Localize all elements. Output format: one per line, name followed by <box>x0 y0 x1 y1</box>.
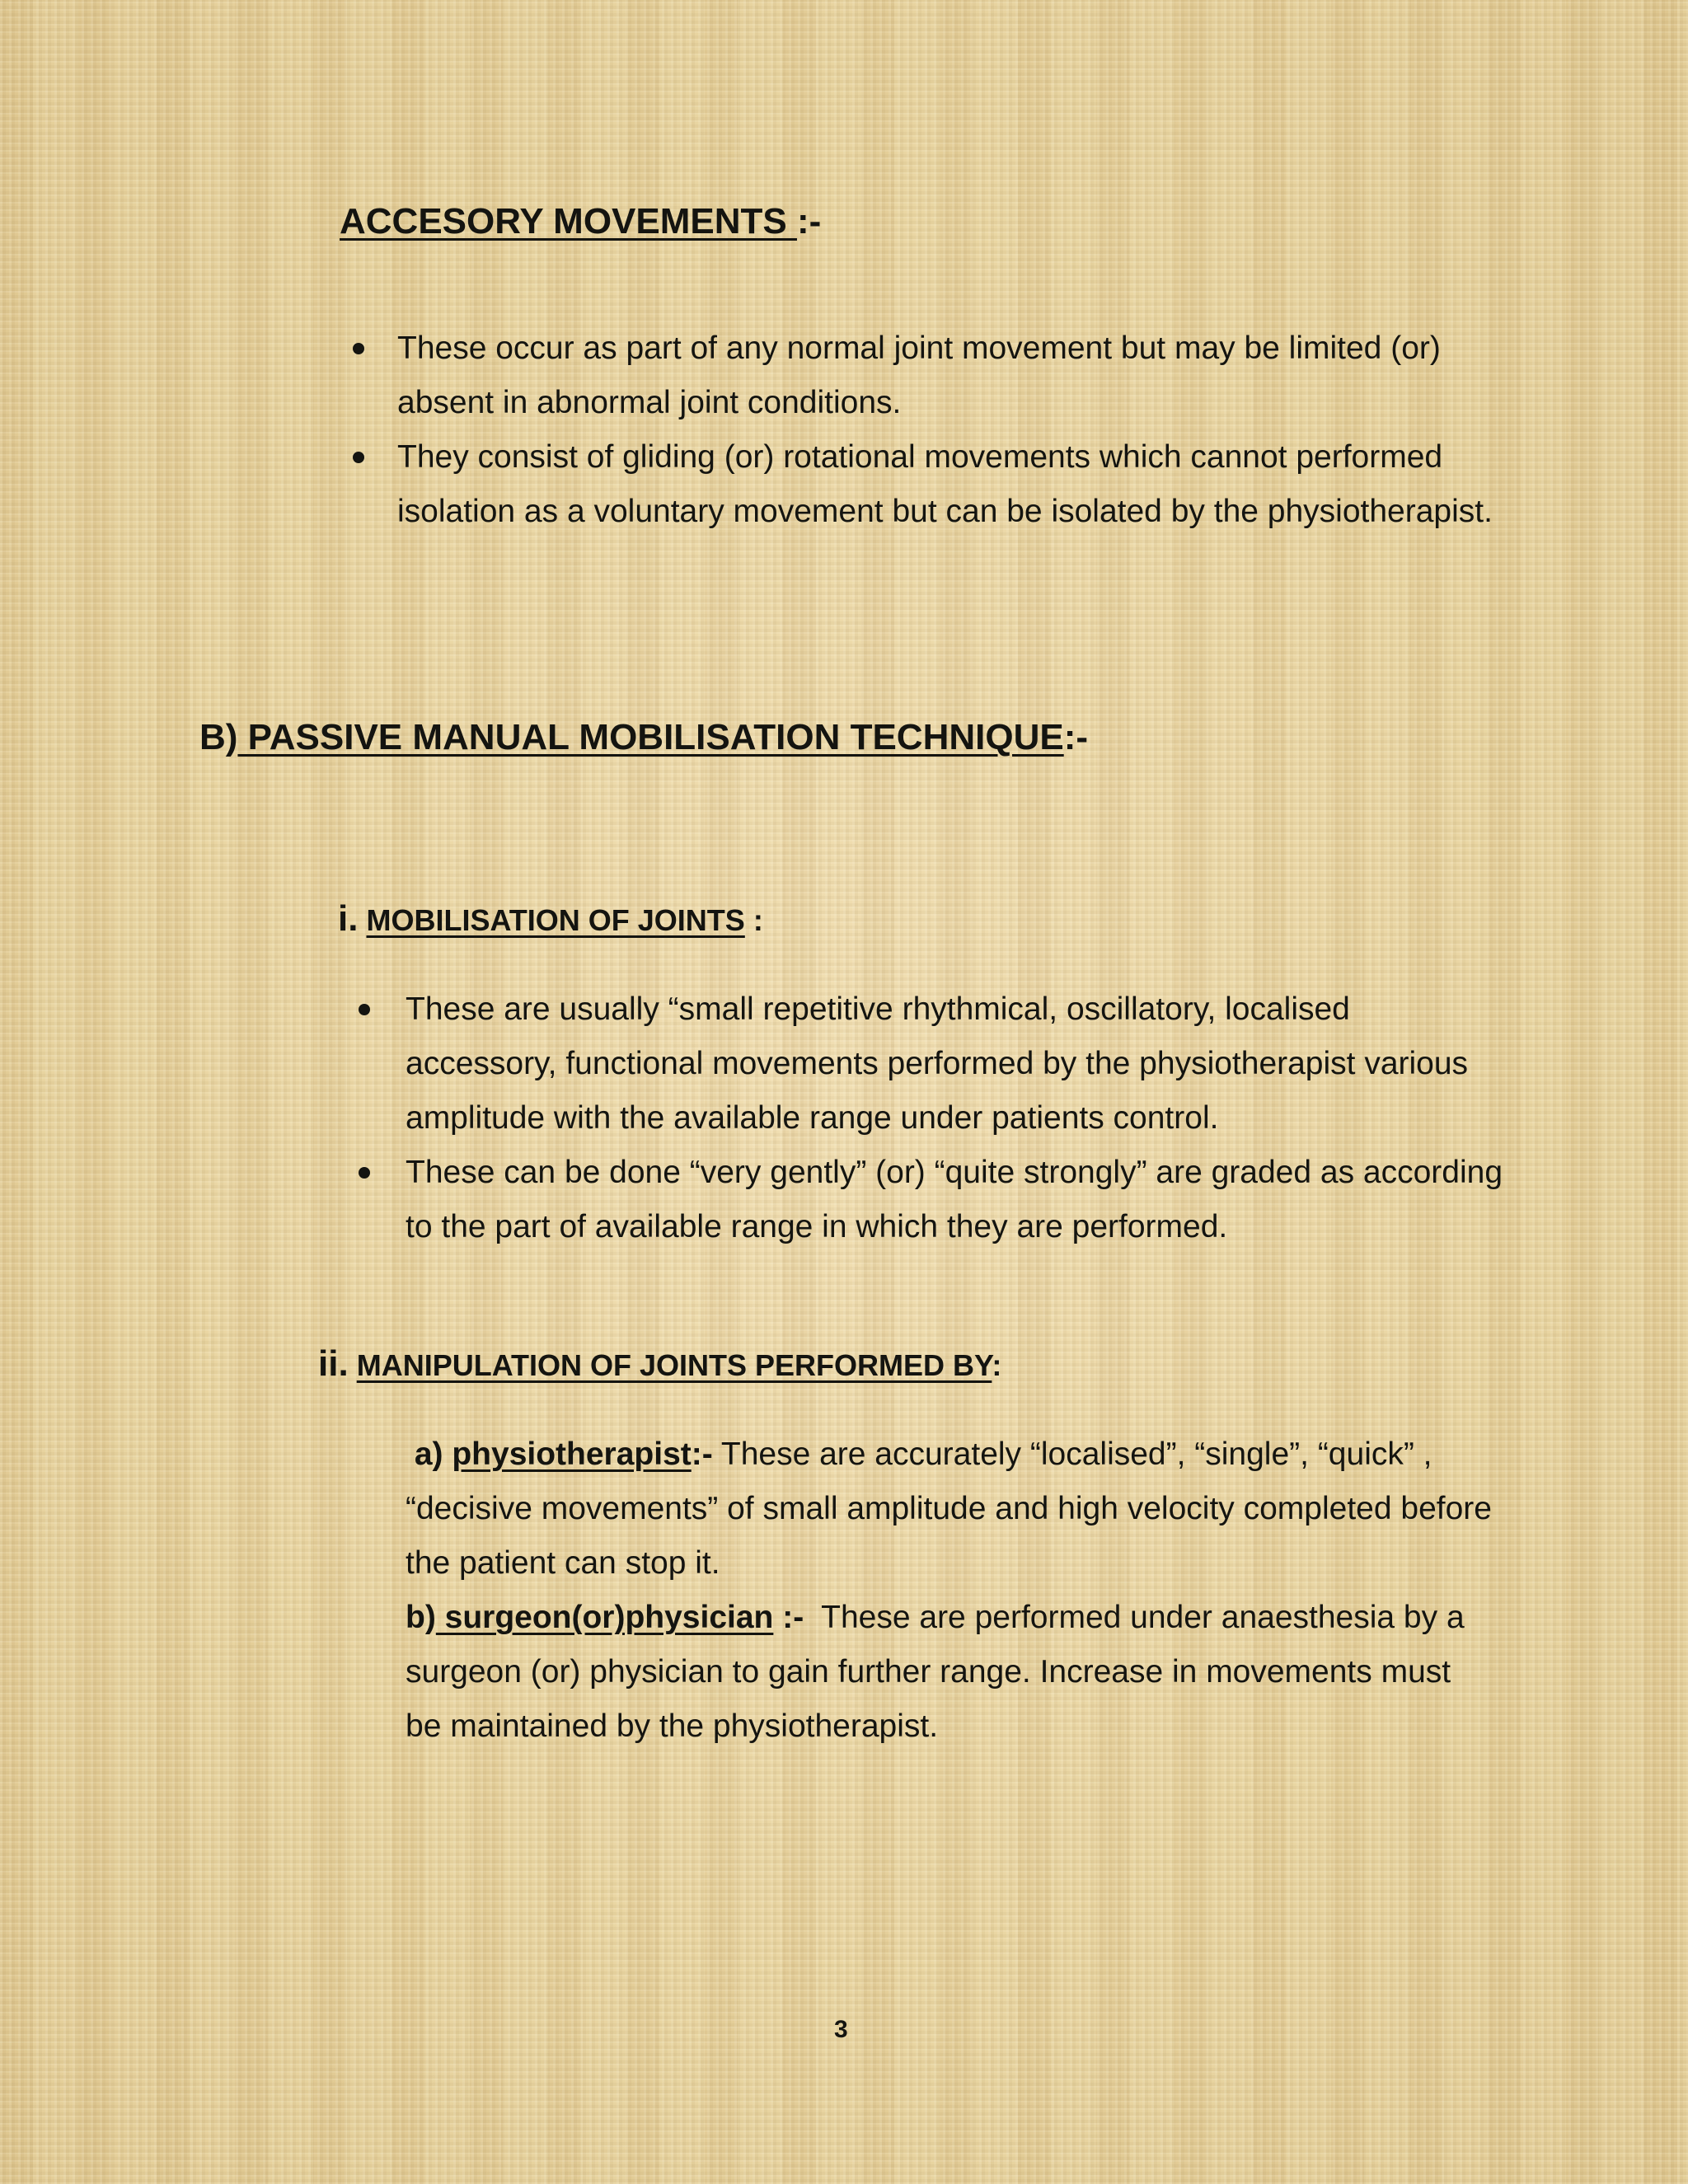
manipulation-numeral: ii. <box>318 1343 349 1384</box>
manipulation-heading-text: MANIPULATION OF JOINTS PERFORMED BY <box>356 1348 992 1382</box>
item-a-suffix: :- <box>691 1436 713 1472</box>
bullet-icon <box>353 452 364 463</box>
mobilisation-bullet-2-text: These can be done “very gently” (or) “quite strongly” are graded as according to the part of available range in which they are performed. <box>406 1155 1503 1244</box>
item-a-prefix: a) <box>414 1436 452 1472</box>
mobilisation-heading-text: MOBILISATION OF JOINTS <box>366 903 745 937</box>
manipulation-items <box>406 1427 1493 1754</box>
manipulation-heading-suffix: : <box>992 1348 1002 1382</box>
manipulation-item-physiotherapist <box>406 1427 1493 1591</box>
item-b-prefix: b) <box>406 1600 436 1635</box>
mobilisation-bullet-list <box>406 982 1510 1254</box>
item-a-label: physiotherapist <box>452 1436 692 1472</box>
passive-heading <box>199 717 1088 758</box>
bullet-icon <box>353 343 364 354</box>
manipulation-item-surgeon <box>406 1591 1493 1754</box>
item-b-suffix: :- <box>773 1600 804 1635</box>
mobilisation-heading <box>338 898 763 940</box>
mobilisation-bullet-1-text: These are usually “small repetitive rhythmical, oscillatory, localised accessory, functional movements performed by the physiotherapist various amplitude with the available range under patients control. <box>406 991 1469 1136</box>
accessory-heading-suffix: :- <box>796 201 822 241</box>
passive-heading-text: PASSIVE MANUAL MOBILISATION TECHNIQUE <box>237 717 1064 757</box>
bullet-icon <box>359 1167 370 1179</box>
item-a-text: These are accurately “localised”, “single”, “quick” , “decisive movements” of small amplitude and high velocity completed before the patient can stop it. <box>406 1436 1492 1581</box>
passive-heading-suffix: :- <box>1063 717 1089 757</box>
mobilisation-numeral: i. <box>338 898 359 939</box>
list-item <box>397 321 1502 430</box>
bullet-icon <box>359 1004 370 1015</box>
page-number: 3 <box>834 2016 848 2043</box>
accessory-heading <box>340 201 821 242</box>
accessory-heading-text: ACCESORY MOVEMENTS <box>340 201 797 241</box>
manipulation-heading <box>318 1343 1001 1385</box>
item-b-text: These are performed under anaesthesia by a surgeon (or) physician to gain further range. Increase in movements must be maintained by the physiotherapist. <box>406 1600 1474 1744</box>
passive-heading-prefix: B) <box>199 717 238 757</box>
mobilisation-heading-suffix: : <box>744 903 763 937</box>
accessory-bullet-2-text: They consist of gliding (or) rotational movements which cannot performed isolation as a voluntary movement but can be isolated by the physiotherapist. <box>397 439 1493 529</box>
item-b-label: surgeon(or)physician <box>435 1600 774 1635</box>
list-item <box>406 982 1510 1146</box>
list-item <box>397 430 1502 539</box>
accessory-bullet-1-text: These occur as part of any normal joint movement but may be limited (or) absent in abnormal joint conditions. <box>397 330 1441 420</box>
accessory-bullet-list <box>397 321 1502 539</box>
list-item <box>406 1146 1510 1254</box>
